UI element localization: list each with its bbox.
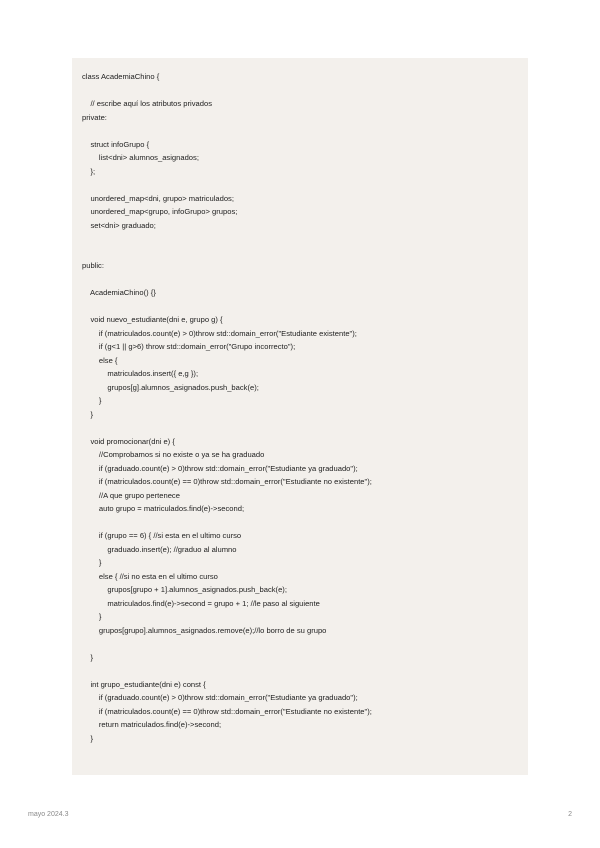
code-line: [82, 637, 372, 651]
code-line: matriculados.insert({ e,g });: [82, 369, 199, 378]
code-line: }: [82, 409, 93, 419]
code-line: //Comprobamos si no existe o ya se ha graduado: [82, 450, 265, 459]
code-line: if (matriculados.count(e) == 0)throw std::domain_error("Estudiante no existente");: [82, 706, 372, 716]
code-line: grupos[grupo].alumnos_asignados.remove(e);//lo borro de su grupo: [82, 625, 327, 635]
code-line: else {: [82, 355, 118, 365]
code-line: [82, 273, 372, 287]
code-line: [82, 745, 372, 759]
code-line: public:: [82, 261, 104, 270]
code-line: list<dni> alumnos_asignados;: [82, 153, 199, 162]
code-line: graduado.insert(e); //graduo al alumno: [82, 544, 237, 554]
code-line: if (graduado.count(e) > 0)throw std::domain_error("Estudiante ya graduado");: [82, 693, 358, 702]
code-line: [82, 232, 372, 246]
code-line: class AcademiaChino {: [82, 72, 160, 81]
page-number: 2: [568, 811, 572, 818]
code-line: int grupo_estudiante(dni e) const {: [82, 679, 206, 689]
code-line: auto grupo = matriculados.find(e)->second;: [82, 504, 245, 513]
code-line: AcademiaChino() {}: [82, 288, 156, 297]
code-line: unordered_map<dni, grupo> matriculados;: [82, 193, 234, 203]
code-line: [82, 516, 372, 530]
code-line: //A que grupo pertenece: [82, 490, 180, 500]
code-line: }: [82, 733, 93, 743]
code-line: set<dni> graduado;: [82, 220, 156, 230]
code-line: }: [82, 558, 102, 567]
code-line: if (matriculados.count(e) == 0)throw std::domain_error("Estudiante no existente");: [82, 477, 372, 486]
code-line: void nuevo_estudiante(dni e, grupo g) {: [82, 315, 223, 324]
code-line: [82, 300, 372, 314]
code-line: [82, 178, 372, 192]
code-line: [82, 664, 372, 678]
code-line: return matriculados.find(e)->second;: [82, 720, 222, 729]
code-line: else { //si no esta en el ultimo curso: [82, 571, 218, 581]
code-line: }: [82, 612, 102, 621]
code-line: if (matriculados.count(e) > 0)throw std::domain_error("Estudiante existente");: [82, 328, 357, 338]
code-line: if (grupo == 6) { //si esta en el ultimo curso: [82, 531, 242, 540]
code-line: }: [82, 396, 102, 405]
code-line: }: [82, 652, 93, 662]
code-block: [72, 58, 528, 775]
code-line: [82, 421, 372, 435]
code-line: [82, 84, 372, 98]
code-line: void promocionar(dni e) {: [82, 436, 175, 446]
code-line: unordered_map<grupo, infoGrupo> grupos;: [82, 207, 238, 216]
code-line: if (g<1 || g>6) throw std::domain_error("Grupo incorrecto");: [82, 342, 296, 351]
footer-date: mayo 2024.3: [28, 811, 69, 818]
code-line: [82, 246, 372, 260]
code-line: if (graduado.count(e) > 0)throw std::domain_error("Estudiante ya graduado");: [82, 463, 358, 473]
code-line: private:: [82, 112, 107, 122]
code-lines: [82, 70, 372, 759]
code-line: [82, 124, 372, 138]
code-line: grupos[grupo + 1].alumnos_asignados.push_back(e);: [82, 585, 287, 594]
code-line: grupos[g].alumnos_asignados.push_back(e);: [82, 382, 259, 392]
code-line: };: [82, 166, 96, 176]
code-line: struct infoGrupo {: [82, 139, 150, 149]
code-line: matriculados.find(e)->second = grupo + 1; //le paso al siguiente: [82, 598, 320, 608]
code-line: // escribe aquí los atributos privados: [82, 99, 213, 108]
